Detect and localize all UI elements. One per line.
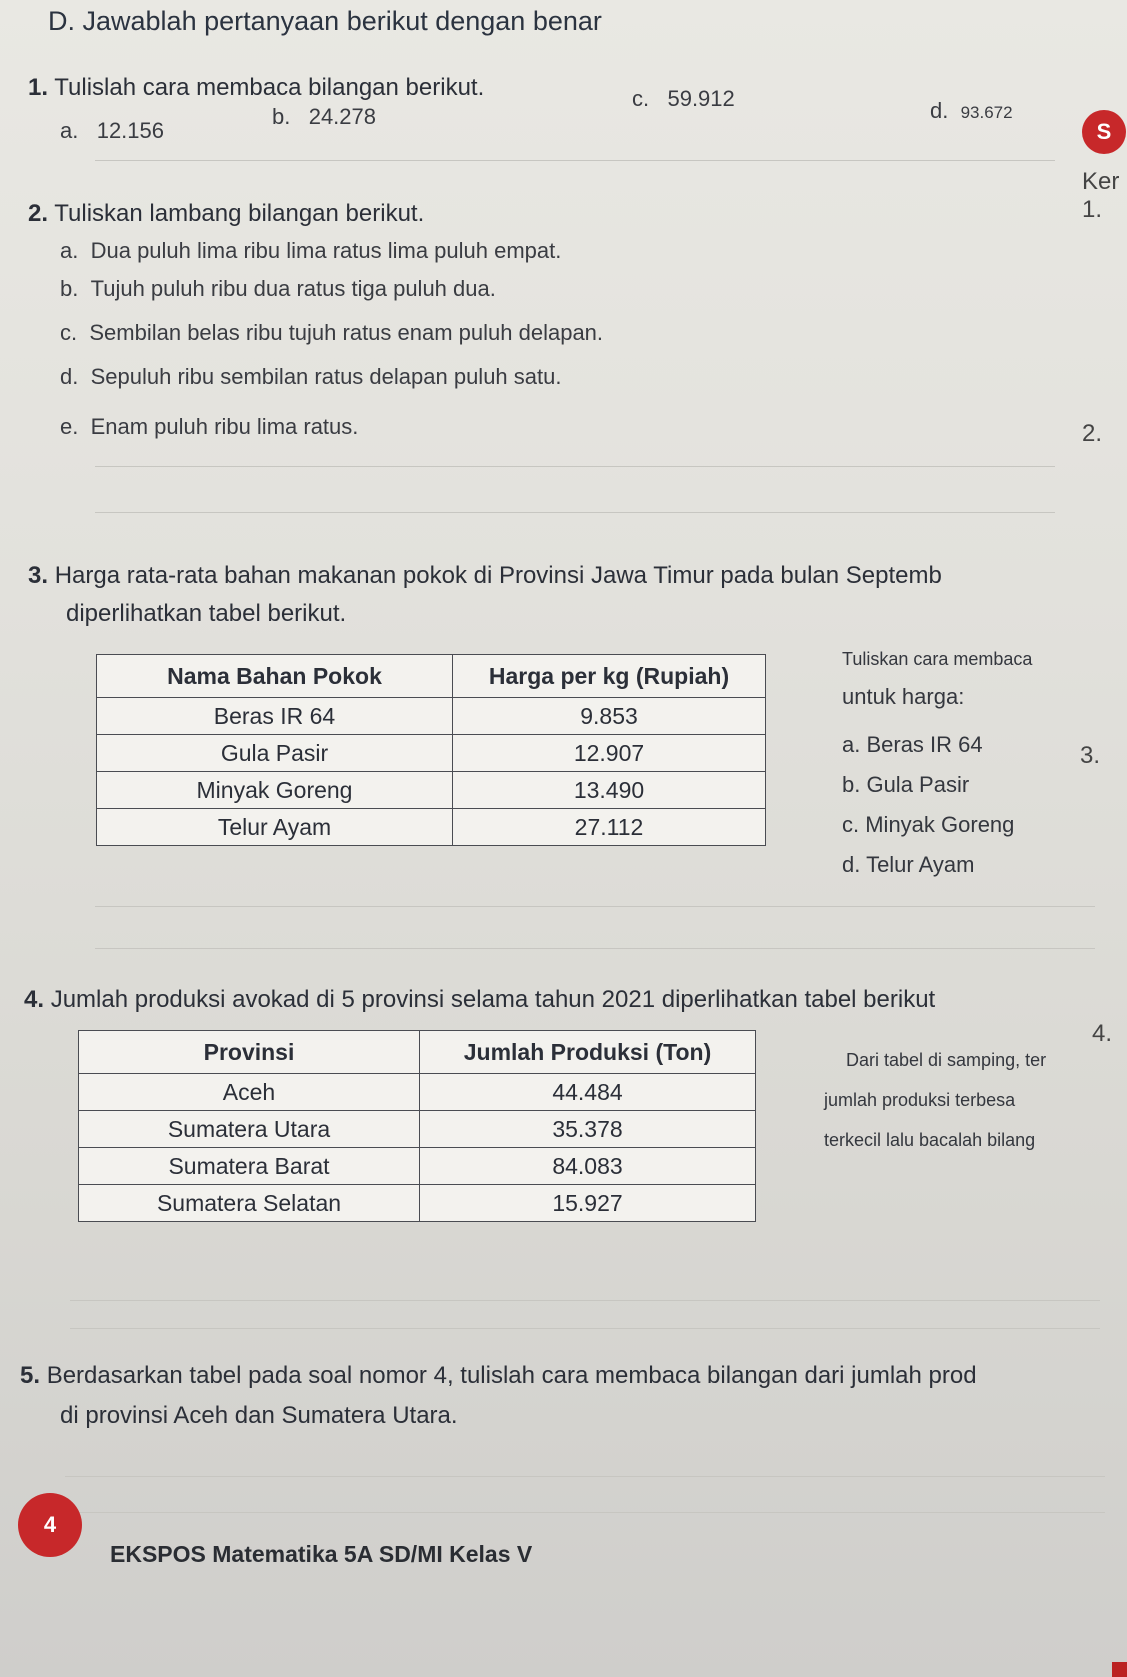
table-cell: 9.853	[453, 698, 766, 735]
answer-line	[95, 906, 1095, 907]
table-cell: Minyak Goreng	[97, 772, 453, 809]
question-number: 2.	[28, 200, 49, 227]
section-title: D. Jawablah pertanyaan berikut dengan benar	[48, 6, 602, 36]
table-cell: 13.490	[453, 772, 766, 809]
question-text: Tuliskan lambang bilangan berikut.	[54, 200, 425, 227]
sidebar-title: Ker	[1082, 168, 1120, 195]
option-value: 93.672	[960, 103, 1013, 122]
note-line: untuk harga:	[842, 684, 965, 709]
page-number: 4	[18, 1493, 82, 1557]
option-letter: c.	[632, 86, 650, 111]
sidebar-number-1: 1.	[1082, 196, 1103, 223]
question-5	[20, 1362, 977, 1390]
question-2	[28, 200, 424, 228]
answer-line	[95, 512, 1055, 513]
table-cell: 15.927	[420, 1185, 756, 1222]
table-row	[97, 698, 766, 735]
table-row	[97, 809, 766, 846]
question-number: 1.	[28, 74, 49, 101]
sidebar-badge: S	[1082, 110, 1126, 154]
option-value: 12.156	[96, 118, 164, 143]
question-4	[24, 986, 935, 1014]
question-number: 4.	[24, 986, 45, 1013]
column-header: Provinsi	[79, 1031, 420, 1074]
sidebar-number-3: 3.	[1080, 742, 1101, 769]
table-row	[79, 1148, 756, 1185]
item-d	[60, 364, 561, 390]
question-number: 5.	[20, 1362, 41, 1389]
prices-table	[96, 654, 766, 846]
table-cell: Telur Ayam	[97, 809, 453, 846]
note-line: Tuliskan cara membaca	[842, 649, 1033, 669]
table-row	[79, 1185, 756, 1222]
option-b	[272, 104, 376, 130]
note-item: b. Gula Pasir	[842, 772, 970, 797]
answer-line	[95, 160, 1055, 161]
item-letter: c.	[60, 320, 78, 345]
question-5-continued: di provinsi Aceh dan Sumatera Utara.	[60, 1402, 458, 1429]
question-text: Jumlah produksi avokad di 5 provinsi selama tahun 2021 diperlihatkan tabel berikut	[50, 986, 936, 1013]
footer-title: EKSPOS Matematika 5A SD/MI Kelas V	[110, 1541, 533, 1567]
item-letter: a.	[60, 238, 79, 263]
note-item: d. Telur Ayam	[842, 852, 975, 877]
question-number: 3.	[28, 562, 49, 589]
table-row	[79, 1111, 756, 1148]
column-header: Harga per kg (Rupiah)	[453, 655, 766, 698]
note-line: terkecil lalu bacalah bilang	[824, 1130, 1036, 1150]
option-letter: d.	[930, 98, 949, 123]
item-letter: d.	[60, 364, 79, 389]
table-cell: Sumatera Utara	[79, 1111, 420, 1148]
question-1	[28, 74, 484, 102]
note-item: c. Minyak Goreng	[842, 812, 1015, 837]
item-c	[60, 320, 603, 346]
option-value: 24.278	[308, 104, 376, 129]
table-cell: 12.907	[453, 735, 766, 772]
option-c	[632, 86, 735, 112]
table-cell: Aceh	[79, 1074, 420, 1111]
answer-line	[70, 1328, 1100, 1329]
production-table	[78, 1030, 756, 1222]
table-cell: Gula Pasir	[97, 735, 453, 772]
question-text: Berdasarkan tabel pada soal nomor 4, tulislah cara membaca bilangan dari jumlah prod	[46, 1362, 977, 1389]
option-a	[60, 118, 164, 144]
column-header: Nama Bahan Pokok	[97, 655, 453, 698]
answer-line	[95, 948, 1095, 949]
item-text: Sembilan belas ribu tujuh ratus enam puluh delapan.	[89, 320, 604, 345]
item-text: Enam puluh ribu lima ratus.	[90, 414, 359, 439]
table-cell: 35.378	[420, 1111, 756, 1148]
question-3	[28, 562, 942, 590]
note-item: a. Beras IR 64	[842, 732, 983, 757]
option-letter: a.	[60, 118, 79, 143]
option-d	[930, 98, 1013, 124]
question-3-continued: diperlihatkan tabel berikut.	[66, 600, 347, 627]
table-row	[97, 772, 766, 809]
item-text: Sepuluh ribu sembilan ratus delapan puluh satu.	[90, 364, 562, 389]
item-text: Dua puluh lima ribu lima ratus lima puluh empat.	[90, 238, 562, 263]
answer-line	[65, 1512, 1105, 1513]
item-e	[60, 414, 358, 440]
item-letter: e.	[60, 414, 79, 439]
option-value: 59.912	[667, 86, 735, 111]
table-cell: 84.083	[420, 1148, 756, 1185]
item-text: Tujuh puluh ribu dua ratus tiga puluh dua.	[90, 276, 496, 301]
answer-line	[95, 466, 1055, 467]
sidebar-number-4: 4.	[1092, 1020, 1113, 1047]
question-text: Harga rata-rata bahan makanan pokok di Provinsi Jawa Timur pada bulan Septemb	[54, 562, 942, 589]
table-cell: Beras IR 64	[97, 698, 453, 735]
table-header-row	[79, 1031, 756, 1074]
item-letter: b.	[60, 276, 79, 301]
table-cell: 44.484	[420, 1074, 756, 1111]
question-text: Tulislah cara membaca bilangan berikut.	[54, 74, 485, 101]
table-header-row	[97, 655, 766, 698]
note-line: jumlah produksi terbesa	[824, 1090, 1016, 1110]
table-row	[97, 735, 766, 772]
table-row	[79, 1074, 756, 1111]
column-header: Jumlah Produksi (Ton)	[420, 1031, 756, 1074]
item-b	[60, 276, 496, 302]
corner-mark	[1112, 1662, 1127, 1677]
answer-line	[70, 1300, 1100, 1301]
sidebar-number-2: 2.	[1082, 420, 1103, 447]
option-letter: b.	[272, 104, 291, 129]
item-a	[60, 238, 561, 264]
note-line: Dari tabel di samping, ter	[846, 1050, 1047, 1070]
table-cell: Sumatera Selatan	[79, 1185, 420, 1222]
answer-line	[65, 1476, 1105, 1477]
table-cell: 27.112	[453, 809, 766, 846]
table-cell: Sumatera Barat	[79, 1148, 420, 1185]
